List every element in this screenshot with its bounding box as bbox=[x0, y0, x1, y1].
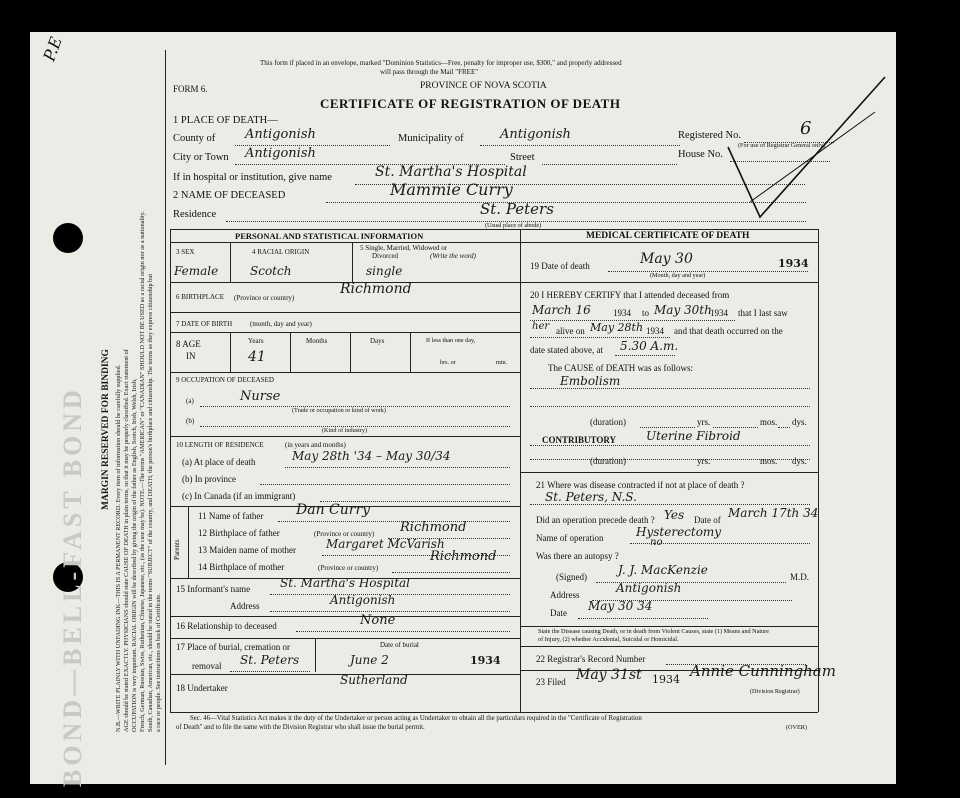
contributory-mos: mos. bbox=[760, 456, 778, 466]
disease-value: St. Peters, N.S. bbox=[545, 490, 637, 504]
mail-notice-1: This form if placed in an envelope, marked "Dominion Statistics—Free, penalty for improper use, $300," and properly addressed bbox=[260, 59, 622, 67]
autopsy-label: Was there an autopsy ? bbox=[536, 551, 619, 561]
table-left-rule bbox=[170, 229, 171, 712]
father-value: Dan Curry bbox=[296, 502, 371, 518]
certificate-title: CERTIFICATE OF REGISTRATION OF DEATH bbox=[320, 96, 621, 111]
mother-bp-label: 14 Birthplace of mother bbox=[198, 562, 285, 572]
deceased-value: Mammie Curry bbox=[390, 180, 513, 199]
undertaker-label: 18 Undertaker bbox=[176, 683, 228, 693]
table-middle-rule bbox=[520, 229, 521, 712]
undertaker-value: Sutherland bbox=[340, 673, 408, 687]
alive-on-label: alive on bbox=[556, 326, 585, 336]
autopsy-value: no bbox=[650, 537, 663, 548]
dob-label: 7 DATE OF BIRTH bbox=[176, 320, 233, 328]
paper-watermark: BOND—BELL-FAST BOND bbox=[58, 386, 87, 787]
death-date-value: May 30 bbox=[640, 251, 693, 267]
alive-date: May 28th bbox=[590, 321, 644, 334]
signed-label: (Signed) bbox=[556, 572, 587, 582]
father-bp-label: 12 Birthplace of father bbox=[198, 528, 280, 538]
alive-pronoun: her bbox=[532, 321, 550, 332]
hospital-value: St. Martha's Hospital bbox=[375, 164, 527, 180]
residence-length-label: 10 LENGTH OF RESIDENCE bbox=[176, 441, 264, 449]
hospital-label: If in hospital or institution, give name bbox=[173, 172, 332, 183]
burial-date-value: June 2 bbox=[350, 653, 389, 667]
cause-yrs: yrs. bbox=[697, 417, 711, 427]
relationship-value: None bbox=[360, 613, 396, 628]
sex-value: Female bbox=[174, 264, 219, 278]
attend-from-year: 1934 bbox=[613, 308, 631, 318]
min-label: min. bbox=[496, 359, 508, 366]
death-year: 1934 bbox=[778, 257, 809, 270]
occupation-label: 9 OCCUPATION OF DECEASED bbox=[176, 376, 274, 384]
contributory-duration-label: (duration) bbox=[590, 456, 626, 466]
attend-to-label: to bbox=[642, 308, 650, 318]
residence-value: St. Peters bbox=[480, 200, 554, 218]
years-value: 41 bbox=[248, 349, 266, 365]
occ-a-label: (a) bbox=[186, 397, 194, 405]
informant-value: St. Martha's Hospital bbox=[280, 576, 411, 590]
birthplace-value: Richmond bbox=[340, 281, 412, 297]
attend-from-value: March 16 bbox=[532, 303, 591, 317]
occ-b-note: (Kind of industry) bbox=[322, 427, 368, 434]
table-top-rule bbox=[170, 229, 818, 230]
mail-notice-2: will pass through the Mail "FREE" bbox=[380, 68, 479, 76]
occ-b-label: (b) bbox=[186, 417, 195, 425]
burial-year: 1934 bbox=[470, 654, 501, 667]
margin-instruction-5: South, Canadian, American, etc., should be stated in the terms "SUBJECT" of the country, and DEATH, the person's birthplace and citizenship. The terms as they express citizenship but bbox=[147, 273, 154, 732]
sex-label: 3 SEX bbox=[176, 248, 195, 256]
municipality-line bbox=[480, 145, 680, 146]
age-label: 8 AGE bbox=[176, 339, 201, 349]
registered-value: 6 bbox=[800, 118, 812, 139]
age-in: IN bbox=[186, 351, 196, 361]
physician-signature: J. J. MacKenzie bbox=[618, 563, 708, 577]
certificate-paper bbox=[30, 32, 896, 787]
municipality-label: Municipality of bbox=[398, 133, 464, 144]
filed-year: 1934 bbox=[652, 673, 680, 686]
relationship-label: 16 Relationship to deceased bbox=[176, 621, 277, 631]
operation-date-value: March 17th 34 bbox=[728, 506, 819, 520]
filed-label: 23 Filed bbox=[536, 677, 566, 687]
occurred-label: and that death occurred on the bbox=[674, 326, 783, 336]
res-c-label: (c) In Canada (if an immigrant) bbox=[182, 491, 296, 501]
informant-label: 15 Informant's name bbox=[176, 584, 251, 594]
margin-rule bbox=[165, 50, 166, 765]
margin-instruction-3: OCCUPATION is very important. RACIAL ORIGIN will be described by giving the origin of the father as English, Scotch, Irish, Welsh, Irish, bbox=[131, 378, 138, 732]
table-bottom-rule bbox=[170, 712, 818, 713]
municipality-value: Antigonish bbox=[500, 127, 571, 142]
years-label: Years bbox=[248, 337, 264, 345]
province: PROVINCE OF NOVA SCOTIA bbox=[420, 81, 547, 91]
physician-date-value: May 30 34 bbox=[588, 599, 653, 613]
city-value: Antigonish bbox=[245, 146, 316, 161]
registered-label: Registered No. bbox=[678, 130, 741, 141]
street-label: Street bbox=[510, 152, 535, 163]
margin-binding-label: MARGIN RESERVED FOR BINDING bbox=[101, 349, 111, 510]
death-date-label: 19 Date of death bbox=[530, 261, 590, 271]
date-stated-label: date stated above, at bbox=[530, 345, 603, 355]
operation-name-value: Hysterectomy bbox=[636, 525, 722, 539]
marital-label-1: 5 Single, Married, Widowed or bbox=[360, 244, 448, 252]
contributory-label: CONTRIBUTORY bbox=[542, 435, 617, 445]
parents-label: Parents bbox=[173, 539, 181, 560]
registered-note: (For use of Registrar General only) bbox=[738, 142, 826, 149]
filed-value: May 31st bbox=[576, 667, 642, 683]
father-bp-value: Richmond bbox=[400, 520, 467, 535]
informant-address-label: Address bbox=[230, 601, 260, 611]
burial-place-value: St. Peters bbox=[240, 653, 300, 667]
marital-label-2: Divorced bbox=[372, 252, 399, 260]
less-than-day: If less than one day, bbox=[426, 337, 476, 344]
form-number: FORM 6. bbox=[173, 84, 208, 94]
disease-label: 21 Where was disease contracted if not at place of death ? bbox=[536, 480, 745, 490]
informant-address-value: Antigonish bbox=[330, 593, 396, 607]
res-b-label: (b) In province bbox=[182, 474, 236, 484]
marital-label-3: (Write the word) bbox=[430, 252, 477, 260]
operation-date-label: Date of bbox=[694, 515, 721, 525]
operation-name-label: Name of operation bbox=[536, 533, 604, 543]
margin-instruction-4: French, German, Russian, Swiss, Ruthenian, Chinese, Japanese, etc., (as the case may be). NOTE.—The terms "AMERICAN" or "CANADIAN" SHOULD NOT BE USED as a racial origin nor as a nationality. bbox=[139, 211, 146, 732]
father-label: 11 Name of father bbox=[198, 511, 264, 521]
cause-label: The CAUSE of DEATH was as follows: bbox=[548, 363, 693, 373]
days-label: Days bbox=[370, 337, 385, 345]
residence-note: (Usual place of abode) bbox=[485, 222, 542, 229]
death-date-note: (Month, day and year) bbox=[650, 272, 706, 279]
residence-label: Residence bbox=[173, 209, 217, 220]
margin-instruction-2: AGE should be stated EXACTLY. PHYSICIANS should state CAUSE OF DEATH in plain terms, so that it may be properly classified. Exact statement of bbox=[123, 349, 130, 732]
res-a-value: May 28th '34 – May 30/34 bbox=[292, 449, 451, 463]
mother-label: 13 Maiden name of mother bbox=[198, 545, 296, 555]
burial-label-2: removal bbox=[192, 661, 222, 671]
occ-a-value: Nurse bbox=[240, 389, 281, 404]
occ-a-note: (Trade or occupation or kind of work) bbox=[292, 407, 386, 414]
corner-mark: P.E bbox=[38, 34, 66, 64]
time-value: 5.30 A.m. bbox=[620, 339, 679, 353]
marital-value: single bbox=[366, 264, 403, 278]
racial-value: Scotch bbox=[250, 264, 292, 278]
burial-label-1: 17 Place of burial, cremation or bbox=[176, 642, 290, 652]
last-saw-label: that I last saw bbox=[738, 308, 788, 318]
contributory-dys: dys. bbox=[792, 456, 807, 466]
operation-value: Yes bbox=[664, 508, 685, 522]
county-label: County of bbox=[173, 133, 216, 144]
months-label: Months bbox=[306, 337, 328, 345]
res-a-label: (a) At place of death bbox=[182, 457, 256, 467]
footer-over: (OVER) bbox=[786, 724, 807, 731]
operation-label: Did an operation precede death ? bbox=[536, 515, 655, 525]
physician-address-label: Address bbox=[550, 590, 580, 600]
md-label: M.D. bbox=[790, 572, 810, 582]
cause-dys: dys. bbox=[792, 417, 807, 427]
racial-label: 4 RACIAL ORIGIN bbox=[252, 248, 310, 256]
personal-heading: PERSONAL AND STATISTICAL INFORMATION bbox=[235, 231, 424, 241]
place-of-death-heading: 1 PLACE OF DEATH— bbox=[173, 115, 278, 126]
cause-value: Embolism bbox=[560, 374, 621, 388]
margin-instruction-6: a race or people. See instructions on back of Certificate. bbox=[155, 593, 162, 732]
state-note-1: State the Disease causing Death, or in death from Violent Causes, state (1) Means and Nature bbox=[538, 628, 769, 635]
dob-note: (month, day and year) bbox=[250, 320, 312, 328]
father-bp-note: (Province or country) bbox=[314, 530, 375, 538]
mother-bp-value: Richmond bbox=[430, 549, 497, 564]
cause-duration-label: (duration) bbox=[590, 417, 626, 427]
mother-bp-note: (Province or country) bbox=[318, 564, 379, 572]
physician-date-label: Date bbox=[550, 608, 567, 618]
footer-line-1: Sec. 46—Vital Statistics Act makes it the duty of the Undertaker or person acting as Undertaker to obtain all the particulars required in the "Certificate of Registration bbox=[190, 715, 642, 722]
birthplace-label: 6 BIRTHPLACE bbox=[176, 293, 224, 301]
margin-instruction-1: N.B.—WRITE PLAINLY WITH UNFADING INK—THIS IS A PERMANENT RECORD. Every item of information should be carefully supplied. bbox=[115, 364, 122, 732]
check-mark-icon bbox=[720, 52, 895, 232]
house-label: House No. bbox=[678, 149, 723, 160]
contributory-value: Uterine Fibroid bbox=[646, 429, 741, 443]
registrar-signature: Annie Cunningham bbox=[690, 662, 836, 680]
table-right-rule bbox=[818, 229, 819, 712]
attend-to-value: May 30th bbox=[654, 303, 712, 317]
binding-hole-top bbox=[53, 223, 83, 253]
record-number-label: 22 Registrar's Record Number bbox=[536, 654, 646, 664]
hrs-label: hrs. or bbox=[440, 359, 456, 366]
cause-mos: mos. bbox=[760, 417, 778, 427]
registrar-note: (Division Registrar) bbox=[750, 688, 800, 695]
county-value: Antigonish bbox=[245, 127, 316, 142]
birthplace-note: (Province or country) bbox=[234, 294, 295, 302]
mother-value: Margaret McVarish bbox=[326, 537, 445, 551]
city-label: City or Town bbox=[173, 152, 229, 163]
deceased-label: 2 NAME OF DECEASED bbox=[173, 190, 286, 201]
certify-label: 20 I HEREBY CERTIFY that I attended deceased from bbox=[530, 290, 730, 300]
footer-line-2: of Death" and to file the same with the Division Registrar who shall issue the burial permit. bbox=[176, 724, 425, 731]
attend-to-year: 1934 bbox=[710, 308, 728, 318]
state-note-2: of Injury, (2) whether Accidental, Suicidal or Homicidal. bbox=[538, 636, 679, 643]
street-line bbox=[542, 164, 677, 165]
burial-date-label: Date of burial bbox=[380, 641, 419, 649]
residence-length-note: (in years and months) bbox=[285, 441, 346, 449]
alive-year: 1934 bbox=[646, 326, 664, 336]
medical-heading: MEDICAL CERTIFICATE OF DEATH bbox=[586, 231, 750, 241]
contributory-yrs: yrs. bbox=[697, 456, 711, 466]
physician-address-value: Antigonish bbox=[616, 581, 682, 595]
